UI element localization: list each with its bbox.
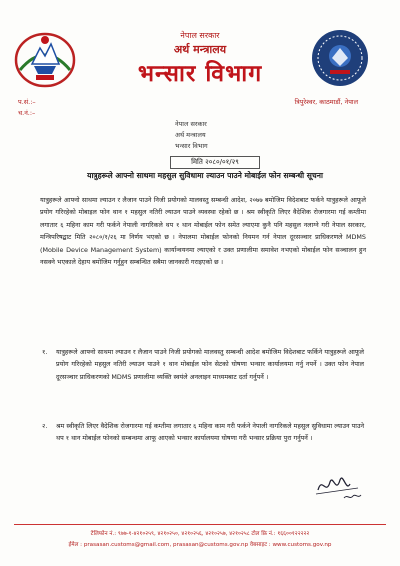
list-item-text: यात्रुहरूले आफ्नो साथमा ल्याउन र लैजान पाउने निजी प्रयोगको मालवस्तु सम्बन्धी आदेश बमोजिम विदेशबाट फर्किने यात्रुहरूले आफूले प्रयोग गरिरहेको महसुल नतिरी ल्याउन पाउने १ थान मोबाईल फोन सेटको घोषणा भन्सार कार्यालयमा गर्नु नपर्ने । उक्त फोन नेपाल दूरसञ्चार प्राधिकरणको MDMS प्रणालीमा व्यक्ति स्वयंले अनलाइन माध्यमबाट दर्ता गर्नुपर्ने । [56,348,364,381]
office-address: त्रिपुरेश्वर, काठमाडौं, नेपाल [294,98,358,106]
office-block [175,119,315,152]
office-line-department: भन्सार विभाग [175,142,208,150]
footer-divider [14,524,386,525]
department-title: भन्सार विभाग [137,61,263,87]
handwritten-signature [314,470,364,504]
reference-number-label: प.सं.:– [18,98,36,106]
office-line-ministry: अर्थ मन्त्रालय [175,131,206,139]
notice-paragraph: यात्रुहरूले आफ्नो साथमा ल्याउन र लैजान पाउने निजी प्रयोगको मालवस्तु सम्बन्धी आदेश, २०७७ बमोजिम विदेशबाट फर्कने यात्रुहरूले आफूले प्रयोग गरिरहेको मोबाइल फोन थान १ महसुल नतिरी ल्याउन पाउने व्यवस्था रहेको छ । श्रम स्वीकृति लिएर वैदेशिक रोजगारमा गई कम्तीमा लगातार ६ महिना काम गरी फर्कने नेपाली नागरिकले थप १ थान मोबाईल फोन समेत ल्याएमा कुनै पनि महसुल नलाग्ने गरी नेपाल सरकार, मन्त्रिपरिषद्बाट मिति २०८०/१/२६ मा निर्णय भएको छ । नेपालमा मोबाईल फोनको नियमन गर्न नेपाल दूरसञ्चार प्राधिकरणले MDMS (Mobile Device Management System) कार्यान्वयनमा ल्याएको र उक्त प्रणालीमा समावेश नभएको मोबाईल फोन सञ्चालन हुन नसक्ने भएकाले देहाय बमोजिम गर्नुहुन सम्बन्धित सबैमा जानकारी गराइएको छ । [40,196,366,267]
customs-department-logo-icon [310,28,370,88]
list-item-text: श्रम स्वीकृति लिएर वैदेशिक रोजगारमा गई कम्तीमा लगातार ६ महिना काम गरी फर्कने नेपाली नागरिकले महसुल सुविधामा ल्याउन पाउने थप १ थान मोबाईल फोनको सम्बन्धमा आफू आएको भन्सार कार्यालयमा घोषणा गरी भन्सार प्रक्रिया पुरा गर्नुपर्ने । [56,422,364,443]
notice-date: मिति २०८०/०१/२९ [170,156,260,169]
government-label: नेपाल सरकार [180,31,220,40]
footer-phone-line: टेलिफोन नं.: ९७७-१-४२१०२५९, ४२१०२५०, ४२१०२५६, ४२१०२५७, ४२१०२५८ टोल फ्रि नं.: १६६००१२२२२२ [90,531,310,537]
list-item-number: २. [42,422,48,430]
list-item-number: १. [42,348,48,356]
footer-email-website-line: ईमेल : prasasan.customs@gmail.com, prasasan@customs.gov.np वेबसाइट : www.customs.gov.np [68,542,332,548]
notice-subject: यात्रुहरूले आफ्नो साथमा महसुल सुविधामा ल्याउन पाउने मोबाईल फोन सम्बन्धी सूचना [87,171,323,180]
office-line-government: नेपाल सरकार [175,120,207,128]
ministry-label: अर्थ मन्त्रालय [173,43,227,56]
dispatch-number-label: च.नं.:– [18,109,36,117]
